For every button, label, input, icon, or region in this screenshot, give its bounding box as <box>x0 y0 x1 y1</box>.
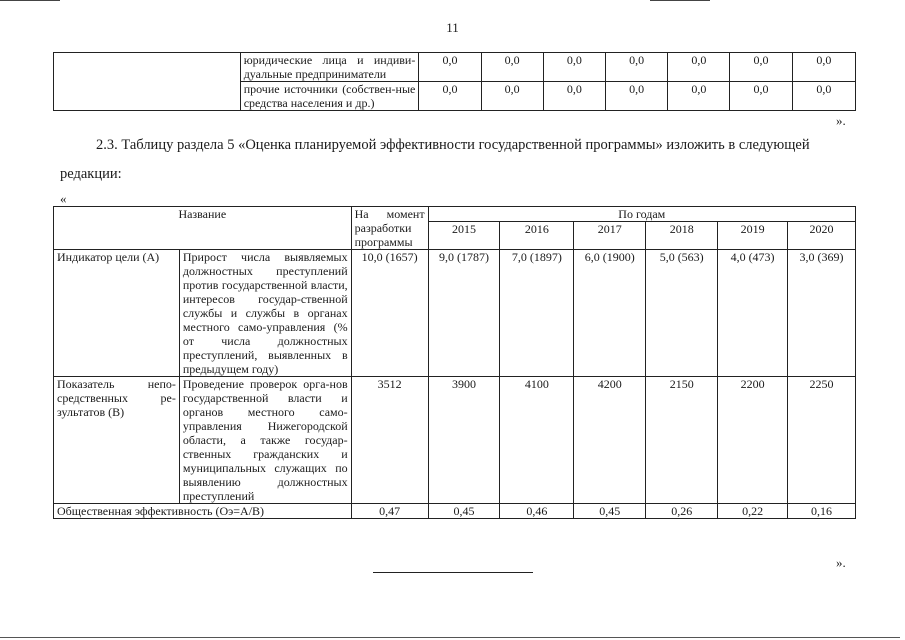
row-name: Показатель непо-средственных ре-зультатов (В) <box>54 377 180 504</box>
efficiency-table <box>53 206 856 519</box>
value-cell: 0,0 <box>481 82 543 111</box>
moment-value: 3512 <box>351 377 428 504</box>
scan-edge-line <box>650 0 710 1</box>
separator-line <box>373 572 533 573</box>
year-value: 4,0 (473) <box>718 250 788 377</box>
year-value: 6,0 (1900) <box>574 250 646 377</box>
empty-cell <box>54 53 241 111</box>
footer-value: 0,45 <box>574 504 646 519</box>
year-value: 7,0 (1897) <box>500 250 574 377</box>
header-name: Название <box>54 207 352 250</box>
value-cell: 0,0 <box>606 82 668 111</box>
year-value: 2250 <box>788 377 856 504</box>
header-year: 2018 <box>646 222 718 250</box>
value-cell: 0,0 <box>543 53 605 82</box>
page-number: 11 <box>446 20 459 35</box>
value-cell: 0,0 <box>730 53 792 82</box>
value-cell: 0,0 <box>543 82 605 111</box>
paragraph-text: 2.3. Таблицу раздела 5 «Оценка планируемой эффективности государственной программы» изложить в следующей <box>96 137 810 153</box>
value-cell: 0,0 <box>668 82 730 111</box>
value-cell: 0,0 <box>792 53 855 82</box>
opening-quote: « <box>60 191 67 206</box>
footer-value: 0,16 <box>788 504 856 519</box>
footer-value: 0,26 <box>646 504 718 519</box>
row-name: Индикатор цели (А) <box>54 250 180 377</box>
table-row <box>54 250 856 377</box>
header-year: 2017 <box>574 222 646 250</box>
table-row <box>54 377 856 504</box>
closing-quote: ». <box>836 555 846 570</box>
header-year: 2020 <box>788 222 856 250</box>
value-cell: 0,0 <box>481 53 543 82</box>
value-cell: 0,0 <box>668 53 730 82</box>
year-value: 3,0 (369) <box>788 250 856 377</box>
footer-value: 0,22 <box>718 504 788 519</box>
row-description: Прирост числа выявляемых должностных преступлений против государственной власти, интересов государ-ственной службы и службы в органах местного само-управления (% от числа должностных преступлений, выявленных в предыдущем году) <box>179 250 351 377</box>
header-year: 2015 <box>428 222 500 250</box>
table-row <box>54 53 856 82</box>
footer-value: 0,45 <box>428 504 500 519</box>
scan-edge-line <box>0 0 60 1</box>
header-row <box>54 207 856 222</box>
value-cell: 0,0 <box>419 82 481 111</box>
value-cell: 0,0 <box>730 82 792 111</box>
value-cell: 0,0 <box>419 53 481 82</box>
footer-name: Общественная эффективность (Оэ=А/В) <box>54 504 352 519</box>
value-cell: 0,0 <box>606 53 668 82</box>
header-moment: На момент разработки программы <box>351 207 428 250</box>
row-description: Проведение проверок орга-нов государственной власти и органов местного само-управления Нижегородской области, а также государ-ственных гражданских и муниципальных служащих по выявлению должностных преступлений <box>179 377 351 504</box>
year-value: 2150 <box>646 377 718 504</box>
year-value: 2200 <box>718 377 788 504</box>
year-value: 4200 <box>574 377 646 504</box>
footer-value: 0,46 <box>500 504 574 519</box>
footer-row <box>54 504 856 519</box>
year-value: 9,0 (1787) <box>428 250 500 377</box>
closing-quote: ». <box>836 113 846 128</box>
paragraph-text-cont: редакции: <box>60 166 122 182</box>
header-year: 2019 <box>718 222 788 250</box>
row-label: юридические лица и индиви-дуальные предприниматели <box>240 53 419 82</box>
year-value: 3900 <box>428 377 500 504</box>
header-year: 2016 <box>500 222 574 250</box>
year-value: 4100 <box>500 377 574 504</box>
year-value: 5,0 (563) <box>646 250 718 377</box>
footer-moment: 0,47 <box>351 504 428 519</box>
scan-edge-line <box>0 637 900 638</box>
moment-value: 10,0 (1657) <box>351 250 428 377</box>
row-label: прочие источники (собствен-ные средства населения и др.) <box>240 82 419 111</box>
header-by-years: По годам <box>428 207 855 222</box>
funding-sources-table <box>53 52 856 111</box>
value-cell: 0,0 <box>792 82 855 111</box>
